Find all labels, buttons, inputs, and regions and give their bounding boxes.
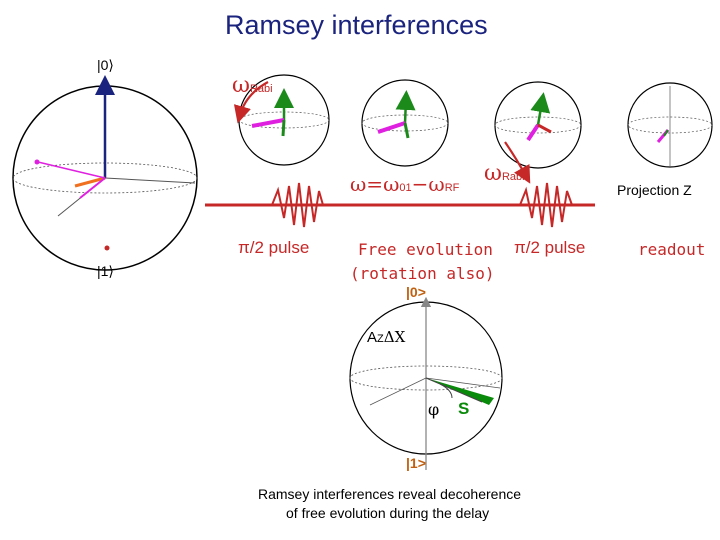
second-pulse-label: π/2 pulse [514, 238, 586, 257]
detuning-label: ω=ω01−ωRF [350, 172, 460, 196]
spin-label: S [458, 399, 470, 418]
first-pulse-label: π/2 pulse [238, 238, 310, 257]
large-sphere-ket1-label: |1⟩ [97, 263, 114, 279]
magenta-vector-1 [252, 120, 284, 126]
phase-label: φ [428, 400, 440, 419]
bottom-sphere-ket1-label: |1> [406, 455, 426, 471]
projection-z-label: Projection Z [617, 182, 692, 198]
page-title: Ramsey interferences [225, 10, 488, 40]
small-sphere-free-evolution [362, 80, 448, 166]
bottom-sphere-ket0-label: |0> [406, 284, 426, 300]
south-pole-dot [105, 246, 110, 251]
omega-rabi-left-label: ωRabi [232, 73, 273, 98]
readout-label: readout [638, 240, 706, 259]
small-sphere-projection [628, 83, 712, 167]
large-sphere-ket0-label: |0⟩ [97, 57, 114, 73]
caption-line1: Ramsey interferences reveal decoherence [258, 486, 522, 502]
field-label: AZΔX [367, 328, 406, 346]
caption-line2: of free evolution during the delay [286, 505, 490, 521]
large-bloch-sphere [13, 85, 197, 270]
free-evolution-note: (rotation also) [350, 264, 495, 283]
omega-rabi-right-label: ωRabi [484, 161, 525, 186]
free-evolution-label: Free evolution [358, 240, 493, 259]
